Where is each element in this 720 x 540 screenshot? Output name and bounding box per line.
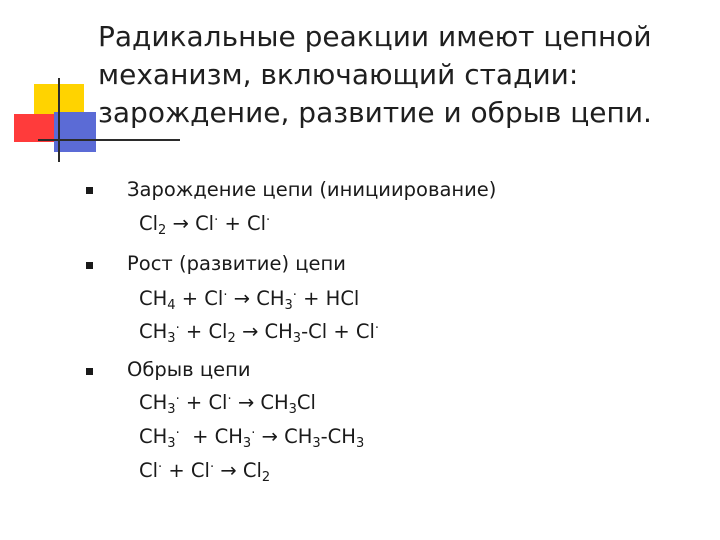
slide-title bbox=[98, 18, 698, 132]
bullet-square-icon bbox=[86, 368, 93, 375]
decor-horizontal-line bbox=[38, 139, 180, 141]
equation-termination-3: $Cl^\cdot + Cl^\cdot \to Cl_2$ bbox=[139, 459, 271, 485]
bullet-square-icon bbox=[86, 187, 93, 194]
equation-propagation-2: $CH_3^\cdot + Cl_2 \to CH_3-Cl + Cl^\cdot$ bbox=[139, 320, 380, 346]
title-line-3: зарождение, развитие и обрыв цепи. bbox=[98, 96, 652, 129]
bullet-termination: Обрыв цепи bbox=[127, 358, 251, 381]
title-line-1: Радикальные реакции имеют цепной bbox=[98, 20, 652, 53]
equation-termination-2: $CH_3^\cdot + CH_3^\cdot \to CH_3-CH_3$ bbox=[139, 425, 365, 451]
bullet-propagation: Рост (развитие) цепи bbox=[127, 252, 346, 275]
decor-vertical-line bbox=[58, 78, 60, 162]
bullet-square-icon bbox=[86, 262, 93, 269]
title-line-2: механизм, включающий стадии: bbox=[98, 58, 579, 91]
equation-initiation-1: $Cl_2 \to Cl^\cdot + Cl^\cdot$ bbox=[139, 212, 271, 238]
decor-red-rectangle bbox=[14, 114, 56, 142]
equation-propagation-1: $CH_4 + Cl^\cdot \to CH_3^\cdot$ + HCl bbox=[139, 287, 360, 313]
equation-termination-1: $CH_3^\cdot + Cl^\cdot \to CH_3Cl$ bbox=[139, 391, 316, 417]
bullet-initiation: Зарождение цепи (инициирование) bbox=[127, 178, 497, 201]
decor-blue-square bbox=[54, 112, 96, 152]
